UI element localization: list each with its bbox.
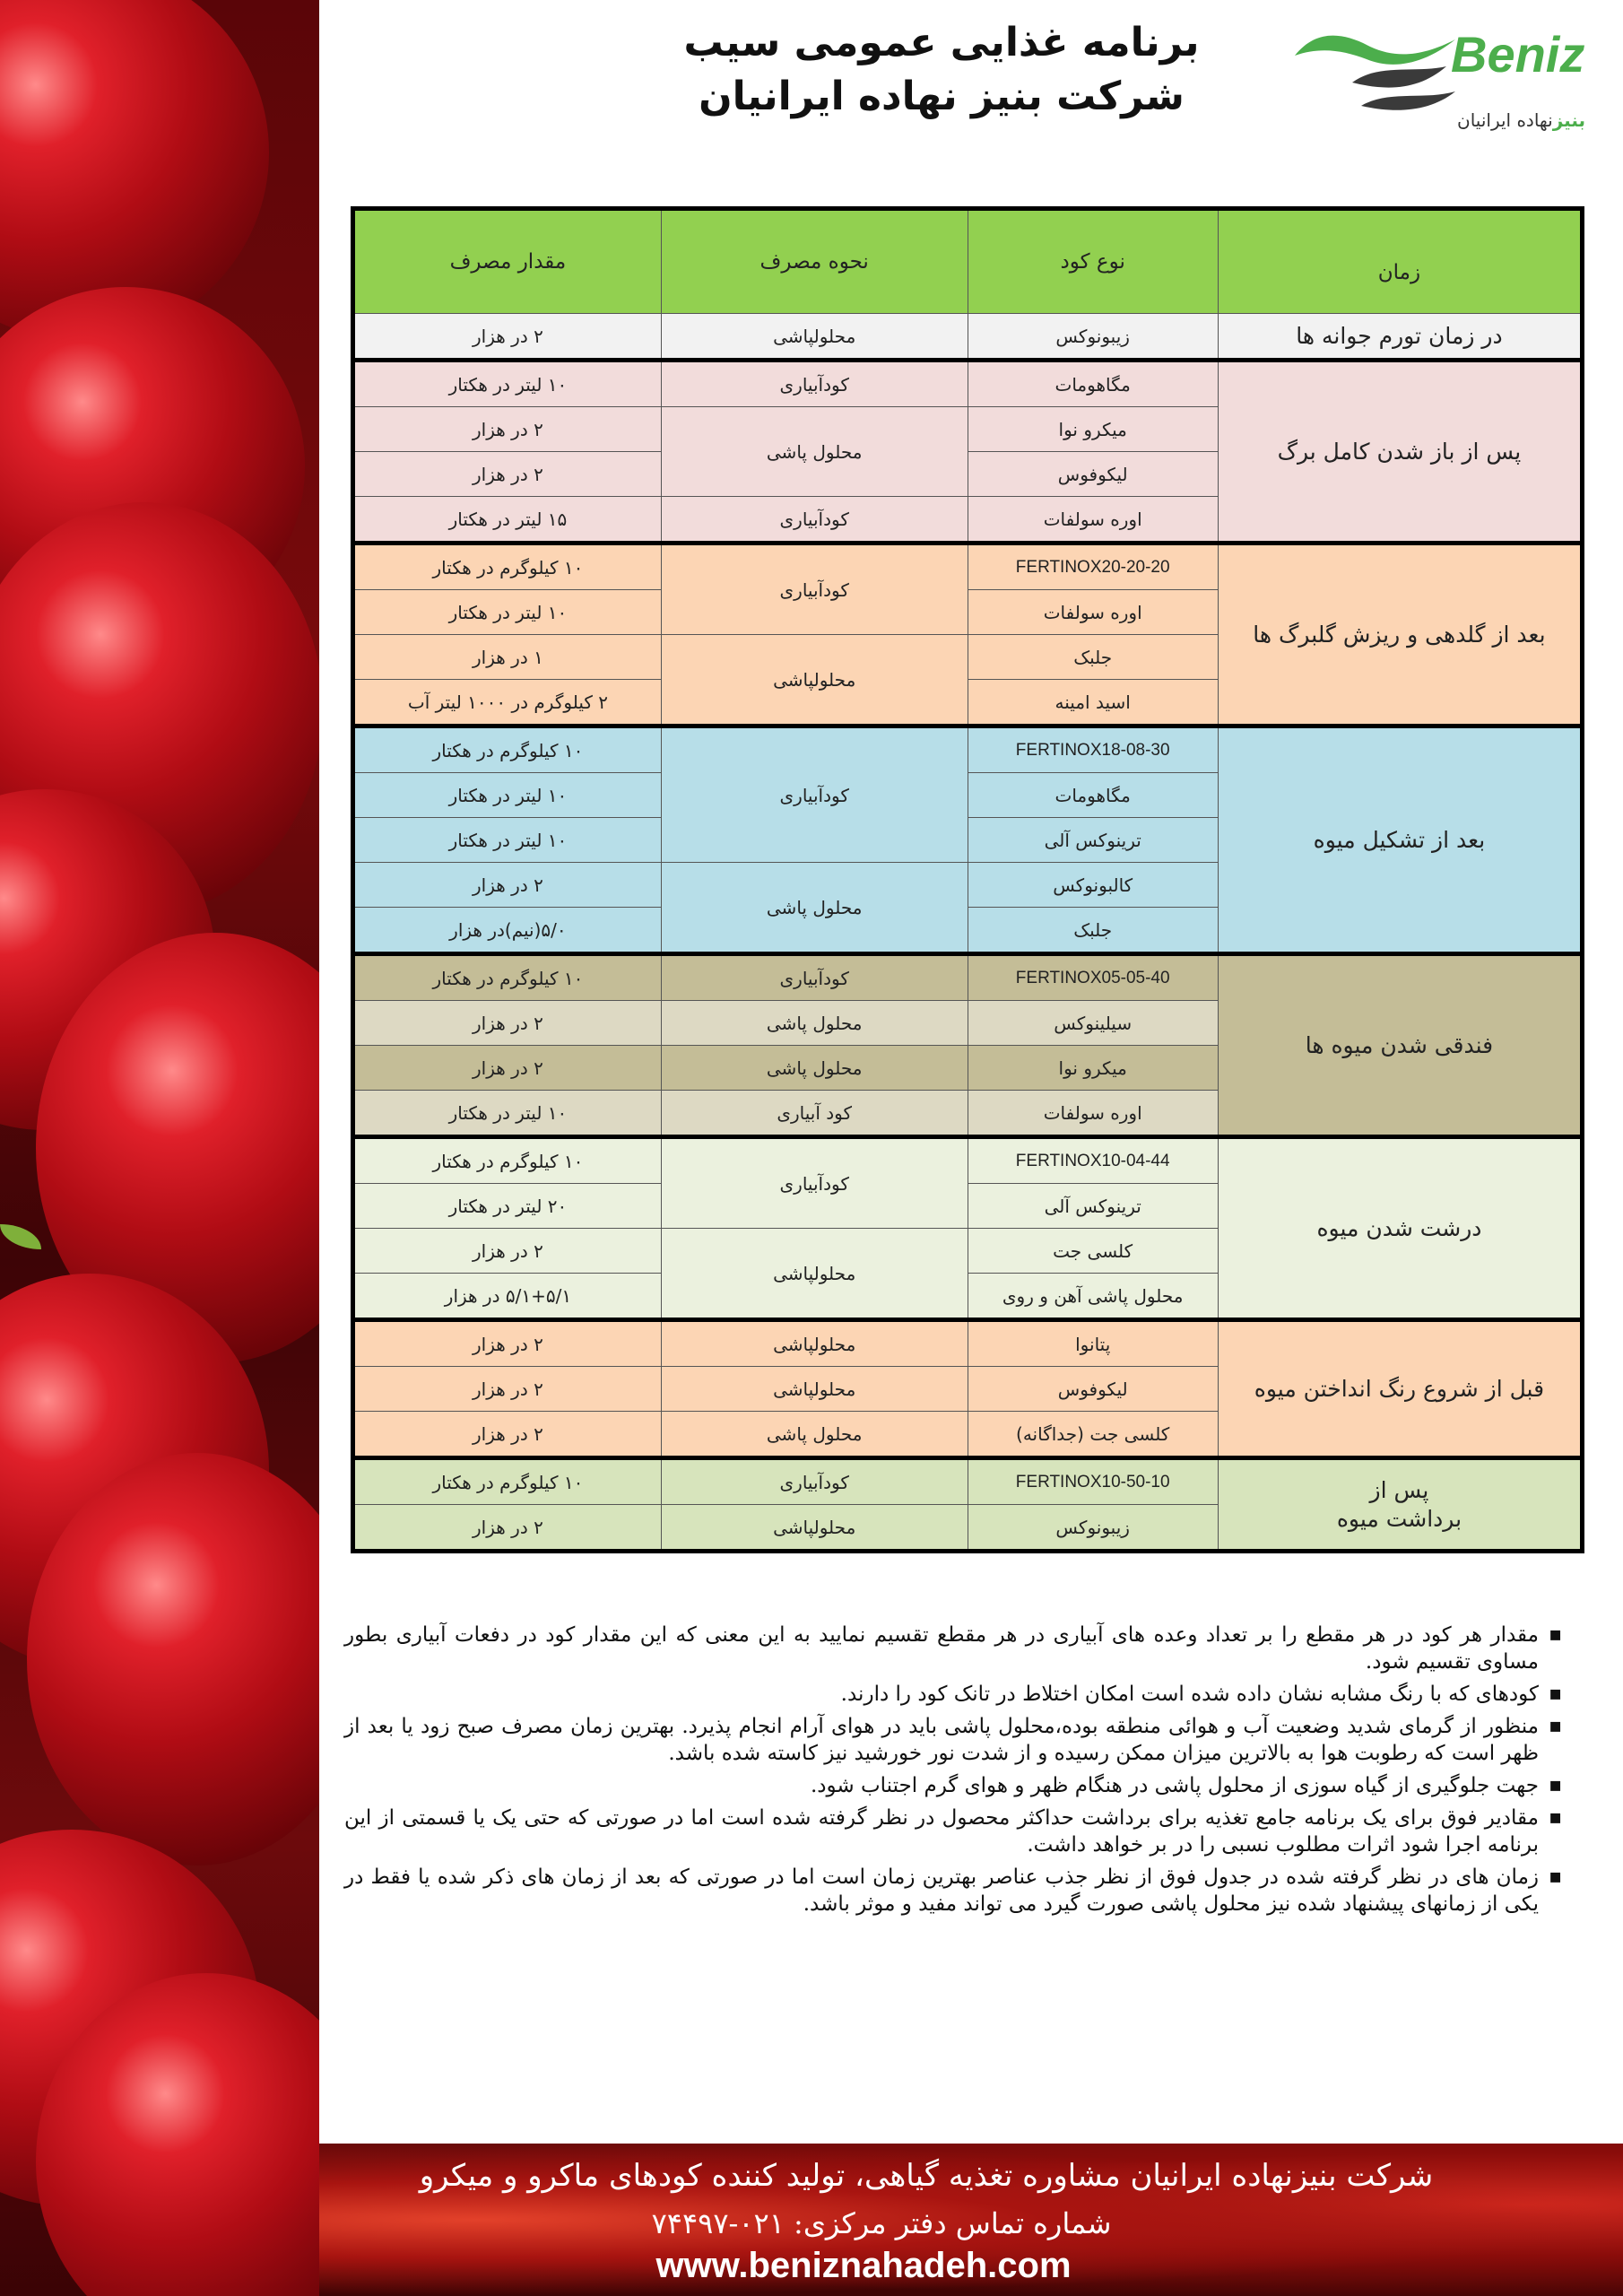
fertilizer-cell: FERTINOX18-08-30 bbox=[968, 726, 1218, 773]
method-cell: کودآبیاری bbox=[661, 1137, 968, 1229]
list-item: ▪ منظور از گرمای شدید وضعیت آب و هوائی منطقه بوده،محلول پاشی باید در هوای آرام انجام پذیرد. بهترین زمان مصرف صبح زود یا بعد از ظهر است که رطوبت هوا به بالاترین میزان ممکن رسیده و از شدت نور خورشید نیز کاسته شده باشد. bbox=[344, 1713, 1562, 1767]
list-item: ▪ جهت جلوگیری از گیاه سوزی از محلول پاشی در هنگام ظهر و هوای گرم اجتناب شود. bbox=[344, 1772, 1562, 1799]
time-cell: پس از باز شدن کامل برگ bbox=[1218, 361, 1582, 544]
method-cell: محلولپاشی bbox=[661, 635, 968, 726]
method-cell: کودآبیاری bbox=[661, 544, 968, 635]
amount-cell: ۵/۱+۵/۱ در هزار bbox=[353, 1274, 662, 1320]
time-cell: درشت شدن میوه bbox=[1218, 1137, 1582, 1320]
method-cell: محلول پاشی bbox=[661, 863, 968, 954]
time-cell bbox=[1218, 1458, 1582, 1552]
table-row bbox=[353, 1458, 1583, 1505]
fertilizer-cell: محلول پاشی آهن و روی bbox=[968, 1274, 1218, 1320]
amount-cell: ۲ در هزار bbox=[353, 314, 662, 361]
fertilizer-cell: FERTINOX05-05-40 bbox=[968, 954, 1218, 1001]
amount-cell: ۱۰ لیتر در هکتار bbox=[353, 590, 662, 635]
table-row bbox=[353, 544, 1583, 590]
time-cell: بعد از گلدهی و ریزش گلبرگ ها bbox=[1218, 544, 1582, 726]
amount-cell: ۲ در هزار bbox=[353, 1505, 662, 1552]
fertilizer-cell: لیکوفوس bbox=[968, 1367, 1218, 1412]
method-cell: کودآبیاری bbox=[661, 361, 968, 407]
fertilizer-cell: مگاهومات bbox=[968, 773, 1218, 818]
list-item: ▪ کودهای که با رنگ مشابه نشان داده شده است امکان اختلاط در تانک کود را دارند. bbox=[344, 1681, 1562, 1708]
fertilizer-cell: ترینوکس آلی bbox=[968, 1184, 1218, 1229]
logo-swoosh-icon bbox=[1289, 20, 1469, 118]
fertilizer-cell: جلبک bbox=[968, 908, 1218, 954]
group-bud-swell bbox=[353, 314, 1583, 361]
fertilizer-cell: میکرو نوا bbox=[968, 1046, 1218, 1091]
group-before-coloring bbox=[353, 1320, 1583, 1458]
list-item: ▪ مقادیر فوق برای یک برنامه جامع تغذیه برای برداشت حداکثر محصول در نظر گرفته شده است اما در صورتی که حتی یک یا قسمتی از این برنامه اجرا شود اثرات مطلوب نسبی را در بر خواهد داشت. bbox=[344, 1805, 1562, 1858]
method-cell: محلول پاشی bbox=[661, 407, 968, 497]
method-cell: محلولپاشی bbox=[661, 1505, 968, 1552]
group-after-flowering bbox=[353, 544, 1583, 726]
fertilizer-cell: FERTINOX20-20-20 bbox=[968, 544, 1218, 590]
amount-cell: ۱۰ کیلوگرم در هکتار bbox=[353, 1137, 662, 1184]
footer-company-text: شرکت بنیزنهاده ایرانیان مشاوره تغذیه گیاهی، تولید کننده کودهای ماکرو و میکرو bbox=[419, 2158, 1434, 2194]
fertilizer-cell: میکرو نوا bbox=[968, 407, 1218, 452]
amount-cell: ۱۰ کیلوگرم در هکتار bbox=[353, 1458, 662, 1505]
time-cell: فندقی شدن میوه ها bbox=[1218, 954, 1582, 1137]
time-line2: برداشت میوه bbox=[1336, 1505, 1462, 1532]
method-cell: محلول پاشی bbox=[661, 1001, 968, 1046]
group-after-harvest bbox=[353, 1458, 1583, 1552]
amount-cell: ۵/۰(نیم)در هزار bbox=[353, 908, 662, 954]
apple-background-image bbox=[0, 0, 319, 2296]
amount-cell: ۱۰ کیلوگرم در هکتار bbox=[353, 726, 662, 773]
footer-phone-text: شماره تماس دفتر مرکزی: ۰۲۱-۷۴۴۹۷ bbox=[651, 2206, 1112, 2240]
fertilizer-cell: کلسی جت bbox=[968, 1229, 1218, 1274]
fertilizer-cell: اوره سولفات bbox=[968, 590, 1218, 635]
method-cell: محلولپاشی bbox=[661, 1320, 968, 1367]
method-cell: کودآبیاری bbox=[661, 726, 968, 863]
table-row bbox=[353, 954, 1583, 1001]
amount-cell: ۱۰ کیلوگرم در هکتار bbox=[353, 954, 662, 1001]
amount-cell: ۲ کیلوگرم در ۱۰۰۰ لیتر آب bbox=[353, 680, 662, 726]
fertilizer-cell: اوره سولفات bbox=[968, 1091, 1218, 1137]
amount-cell: ۱۰ لیتر در هکتار bbox=[353, 1091, 662, 1137]
fertilizer-cell: زیبونوکس bbox=[968, 314, 1218, 361]
amount-cell: ۱۰ لیتر در هکتار bbox=[353, 361, 662, 407]
time-cell: بعد از تشکیل میوه bbox=[1218, 726, 1582, 954]
fertilizer-cell: اسید امینه bbox=[968, 680, 1218, 726]
amount-cell: ۲ در هزار bbox=[353, 407, 662, 452]
method-cell: محلولپاشی bbox=[661, 1367, 968, 1412]
time-cell: در زمان تورم جوانه ها bbox=[1218, 314, 1582, 361]
group-hazelnut-stage bbox=[353, 954, 1583, 1137]
amount-cell: ۱۰ کیلوگرم در هکتار bbox=[353, 544, 662, 590]
method-cell: کودآبیاری bbox=[661, 497, 968, 544]
amount-cell: ۱ در هزار bbox=[353, 635, 662, 680]
table-row bbox=[353, 1320, 1583, 1367]
fertilizer-cell: کلسی جت (جداگانه) bbox=[968, 1412, 1218, 1458]
list-item: ▪ زمان های در نظر گرفته شده در جدول فوق از نظر جذب عناصر بهترین زمان است اما در صورتی که بعد از زمان های ذکر شده یا فقط در یکی از زمانهای پیشنهاد شده نیز محلول پاشی صورت گیرد می تواند مفید و موثر باشد. bbox=[344, 1864, 1562, 1918]
amount-cell: ۱۵ لیتر در هکتار bbox=[353, 497, 662, 544]
method-cell: محلولپاشی bbox=[661, 314, 968, 361]
fertilizer-cell: ترینوکس آلی bbox=[968, 818, 1218, 863]
fertilizer-cell: سیلینوکس bbox=[968, 1001, 1218, 1046]
fertilizer-cell: لیکوفوس bbox=[968, 452, 1218, 497]
leaf-image bbox=[0, 1224, 41, 1249]
amount-cell: ۲ در هزار bbox=[353, 1412, 662, 1458]
fertilizer-cell: مگاهومات bbox=[968, 361, 1218, 407]
group-fruit-set bbox=[353, 726, 1583, 954]
table-row bbox=[353, 314, 1583, 361]
method-cell: کودآبیاری bbox=[661, 954, 968, 1001]
notes-list bbox=[344, 1622, 1562, 1923]
method-cell: محلول پاشی bbox=[661, 1412, 968, 1458]
method-cell: کود آبیاری bbox=[661, 1091, 968, 1137]
group-fruit-enlargement bbox=[353, 1137, 1583, 1320]
table-row bbox=[353, 1137, 1583, 1184]
fertilizer-cell: FERTINOX10-04-44 bbox=[968, 1137, 1218, 1184]
time-line1: پس از bbox=[1369, 1476, 1429, 1503]
logo-subtitle bbox=[1424, 109, 1585, 131]
amount-cell: ۲ در هزار bbox=[353, 1001, 662, 1046]
fertilizer-cell: جلبک bbox=[968, 635, 1218, 680]
amount-cell: ۲ در هزار bbox=[353, 452, 662, 497]
method-cell: محلول پاشی bbox=[661, 1046, 968, 1091]
fertilizer-cell: FERTINOX10-50-10 bbox=[968, 1458, 1218, 1505]
header-time: زمان bbox=[1218, 209, 1582, 314]
method-cell: کودآبیاری bbox=[661, 1458, 968, 1505]
list-item: ▪ مقدار هر کود در هر مقطع را بر تعداد وعده های آبیاری در هر مقطع تقسیم نمایید به این معنی که این مقدار کود در دفعات آبیاری بطور مساوی تقسیم شود. bbox=[344, 1622, 1562, 1675]
fertilizer-cell: پتانوا bbox=[968, 1320, 1218, 1367]
table-header-row bbox=[353, 209, 1583, 314]
logo-sub-brand: بنیز bbox=[1552, 109, 1585, 131]
amount-cell: ۲ در هزار bbox=[353, 863, 662, 908]
table-row bbox=[353, 726, 1583, 773]
amount-cell: ۱۰ لیتر در هکتار bbox=[353, 773, 662, 818]
logo-wordmark: Beniz bbox=[1451, 26, 1585, 83]
table-row bbox=[353, 361, 1583, 407]
footer-banner bbox=[319, 2144, 1623, 2296]
logo-sub-rest: نهاده ایرانیان bbox=[1457, 109, 1553, 131]
fertilizer-cell: کالبونوکس bbox=[968, 863, 1218, 908]
page-subtitle: شرکت بنیز نهاده ایرانیان bbox=[699, 74, 1185, 119]
amount-cell: ۲ در هزار bbox=[353, 1046, 662, 1091]
amount-cell: ۲۰ لیتر در هکتار bbox=[353, 1184, 662, 1229]
company-logo bbox=[1289, 20, 1594, 154]
header-method: نحوه مصرف bbox=[661, 209, 968, 314]
page-title: برنامه غذایی عمومی سیب bbox=[683, 20, 1200, 65]
fertilizer-cell: اوره سولفات bbox=[968, 497, 1218, 544]
group-full-leaf bbox=[353, 361, 1583, 544]
amount-cell: ۲ در هزار bbox=[353, 1320, 662, 1367]
amount-cell: ۲ در هزار bbox=[353, 1367, 662, 1412]
time-cell: قبل از شروع رنگ انداختن میوه bbox=[1218, 1320, 1582, 1458]
amount-cell: ۱۰ لیتر در هکتار bbox=[353, 818, 662, 863]
header-fertilizer: نوع کود bbox=[968, 209, 1218, 314]
header-amount: مقدار مصرف bbox=[353, 209, 662, 314]
nutrition-table bbox=[351, 206, 1584, 1553]
fertilizer-cell: زیبونوکس bbox=[968, 1505, 1218, 1552]
method-cell: محلولپاشی bbox=[661, 1229, 968, 1320]
amount-cell: ۲ در هزار bbox=[353, 1229, 662, 1274]
footer-website-link[interactable]: www.beniznahadeh.com bbox=[655, 2246, 1072, 2285]
